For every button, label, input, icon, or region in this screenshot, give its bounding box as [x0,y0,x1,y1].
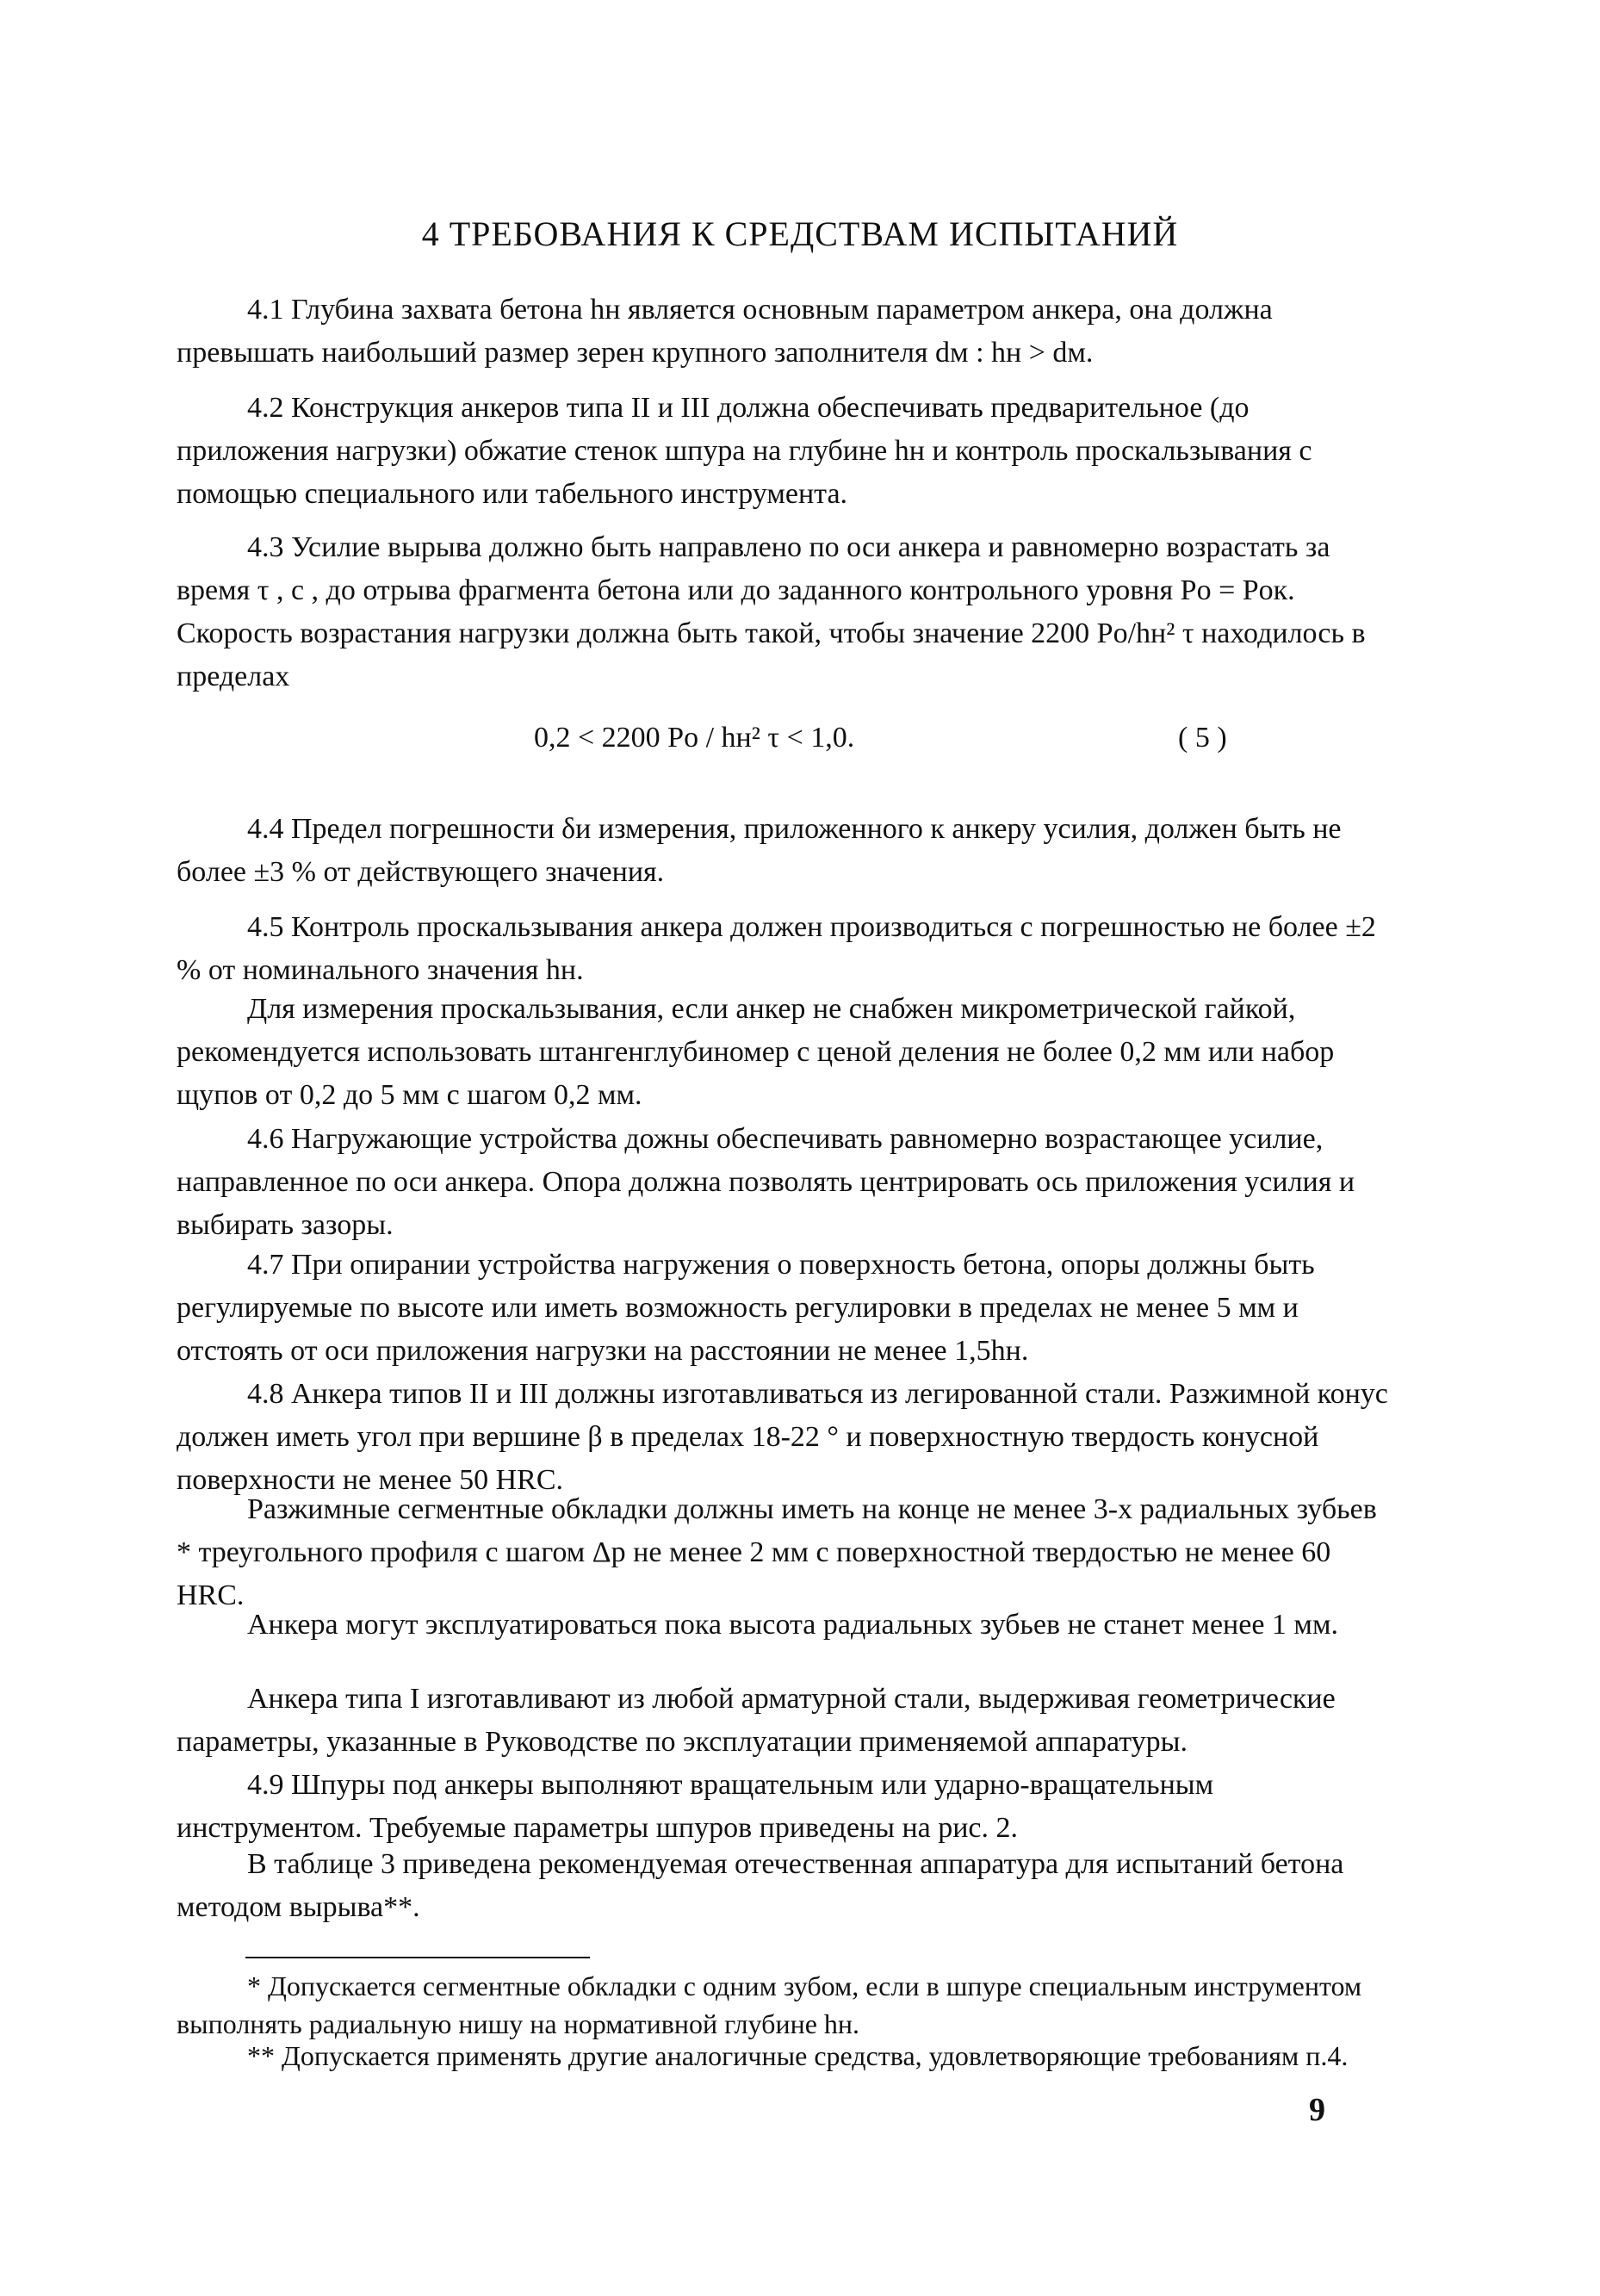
footnote-1: * Допускается сегментные обкладки с одним зубом, если в шпуре специальным инструментом выполнять радиальную нишу на нормативной глубине hн. [177,1970,1362,2039]
paragraph-4-5-note: Для измерения проскальзывания, если анкер не снабжен микрометрической гайкой, рекомендуется использовать штангенглубиномер с ценой деления не более 0,2 мм или набор щупов от 0,2 до 5 мм с шагом 0,2 мм. [177,993,1335,1111]
paragraph-4-9-table: В таблице 3 приведена рекомендуемая отечественная аппаратура для испытаний бетона методом вырыва**. [177,1848,1344,1923]
paragraph-4-8-wear: Анкера могут эксплуатироваться пока высота радиальных зубьев не станет менее 1 мм. [247,1609,1338,1641]
paragraph-4-8-type1: Анкера типа I изготавливают из любой арматурной стали, выдерживая геометрические параметры, указанные в Руководстве по эксплуатации применяемой аппаратуры. [177,1683,1336,1758]
footnote-2: ** Допускается применять другие аналогичные средства, удовлетворяющие требованиям п.4. [247,2040,1349,2071]
paragraph-4-1: 4.1 Глубина захвата бетона hн является основным параметром анкера, она должна превышать наибольший размер зерен крупного заполнителя dм : hн > dм. [177,294,1273,369]
footnote-divider [245,1957,590,1958]
formula: 0,2 < 2200 Pо / hн² τ < 1,0. [534,722,855,754]
section-heading: 4 ТРЕБОВАНИЯ К СРЕДСТВАМ ИСПЫТАНИЙ [421,214,1179,253]
paragraph-4-4: 4.4 Предел погрешности δи измерения, приложенного к анкеру усилия, должен быть не более ±3 % от действующего значения. [177,813,1342,888]
paragraph-4-5: 4.5 Контроль проскальзывания анкера должен производиться с погрешностью не более ±2 % от номинального значения hн. [177,911,1376,986]
paragraph-4-8-teeth: Разжимные сегментные обкладки должны иметь на конце не менее 3-х радиальных зубьев * треугольного профиля с шагом Δр не менее 2 мм с поверхностной твердостью не менее 60 HRC. [177,1493,1377,1611]
formula-number: ( 5 ) [1178,722,1227,754]
page-number: 9 [1309,2092,1325,2128]
paragraph-4-2: 4.2 Конструкция анкеров типа II и III должна обеспечивать предварительное (до приложения нагрузки) обжатие стенок шпура на глубине hн и контроль проскальзывания с помощью специального или табельного инструмента. [177,392,1312,510]
paragraph-4-7: 4.7 При опирании устройства нагружения о поверхность бетона, опоры должны быть регулируемые по высоте или иметь возможность регулировки в пределах не менее 5 мм и отстоять от оси приложения нагрузки на расстоянии не менее 1,5hн. [177,1249,1315,1367]
paragraph-4-3: 4.3 Усилие вырыва должно быть направлено по оси анкера и равномерно возрастать за время τ , с , до отрыва фрагмента бетона или до заданного контрольного уровня Pо = Pок. Скорость возрастания нагрузки должна быть такой, чтобы значение 2200 Pо/hн² τ находилось в пределах [177,531,1366,692]
paragraph-4-9: 4.9 Шпуры под анкеры выполняют вращательным или ударно-вращательным инструментом. Требуемые параметры шпуров приведены на рис. 2. [177,1769,1214,1844]
paragraph-4-8: 4.8 Анкера типов II и III должны изготавливаться из легированной стали. Разжимной конус должен иметь угол при вершине β в пределах 18-22 ° и поверхностную твердость конусной поверхности не менее 50 HRC. [177,1378,1388,1496]
paragraph-4-6: 4.6 Нагружающие устройства дожны обеспечивать равномерно возрастающее усилие, направленное по оси анкера. Опора должна позволять центрировать ось приложения усилия и выбирать зазоры. [177,1123,1355,1241]
